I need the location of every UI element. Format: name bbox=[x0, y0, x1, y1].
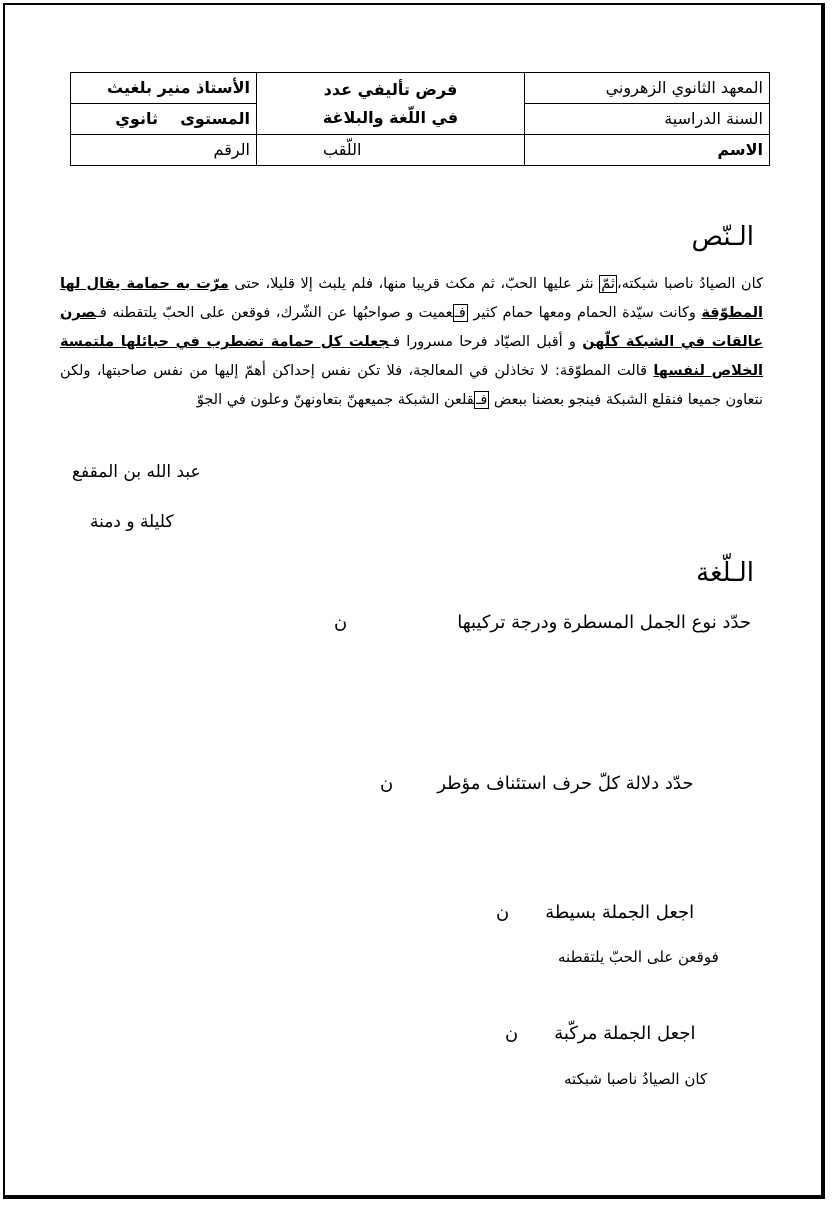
surname-label-cell: اللّقب bbox=[257, 135, 525, 166]
level-cell: المستوى ثانوي bbox=[71, 104, 257, 135]
language-section-title: الـلّغة bbox=[696, 558, 754, 588]
framed-conjunction: فـ bbox=[476, 392, 488, 408]
institute-cell: المعهد الثانوي الزهروني bbox=[525, 73, 770, 104]
question-3: اجعل الجملة بسيطة ن bbox=[496, 902, 695, 923]
question-4: اجعل الجملة مركّبة ن bbox=[505, 1023, 696, 1044]
question-2: حدّد دلالة كلّ حرف استئناف مؤطر ن bbox=[380, 773, 694, 794]
points-mark: ن bbox=[505, 1023, 519, 1044]
school-year-label: السنة الدراسية bbox=[525, 104, 770, 135]
book-title: كليلة و دمنة bbox=[90, 512, 174, 532]
underlined-sentence: جعلت كل حمامة تضطرب في حبائلها ملتمسة الخلاص لنفسها bbox=[60, 334, 763, 379]
question-3-sentence: فوقعن على الحبّ يلتقطنه bbox=[558, 948, 719, 966]
passage-text: كان الصيادُ ناصبا شبكته،ثمّ نثر عليها الحبّ، ثم مكث قريبا منها، فلم يلبث إلا قليلا، حتى مرّت به حمامة يقال لها المطوّقة وكانت سيّدة الحمام ومعها حمام كثير فـعميت و صواحبُها عن الشّرك، فوقعن على الحبّ يلتقطنه فـصرن عالقات في الشبكة كلّهن و أقبل الصيّاد فرحا مسرورا فـجعلت كل حمامة تضطرب في حبائلها ملتمسة الخلاص لنفسها قالت المطوّقة: لا تخاذلن في المعالجة، فلا تكن نفس إحداكن أهمّ إليها من نفس صاحبتها، ولكن نتعاون جميعا فنقلع الشبكة فينجو بعضنا ببعض فـقلعن الشبكة جميعهنّ بتعاونهنّ وعلون في الجوّ bbox=[60, 276, 763, 408]
question-4-sentence: كان الصيادُ ناصبا شبكته bbox=[564, 1070, 708, 1088]
framed-conjunction: ثمّ bbox=[601, 276, 615, 292]
points-mark: ن bbox=[334, 612, 348, 633]
exam-header-table bbox=[70, 72, 770, 166]
points-mark: ن bbox=[380, 773, 394, 794]
framed-conjunction: فـ bbox=[454, 305, 466, 321]
points-mark: ن bbox=[496, 902, 510, 923]
underlined-sentence: صرن عالقات في الشبكة كلّهن bbox=[60, 305, 763, 350]
text-section-title: الـنّص bbox=[691, 222, 754, 252]
page-border bbox=[3, 3, 825, 1199]
exam-title: فرض تأليفي عدد في اللّغة والبلاغة bbox=[257, 73, 525, 135]
underlined-sentence: مرّت به حمامة يقال لها المطوّقة bbox=[60, 276, 763, 321]
teacher-cell: الأستاذ منير بلغيث bbox=[71, 73, 257, 104]
question-1: حدّد نوع الجمل المسطرة ودرجة تركيبها ن bbox=[334, 612, 752, 633]
author-name: عبد الله بن المقفع bbox=[72, 462, 201, 482]
number-label-cell: الرقم bbox=[71, 135, 257, 166]
student-name-label: الاسم bbox=[525, 135, 770, 166]
